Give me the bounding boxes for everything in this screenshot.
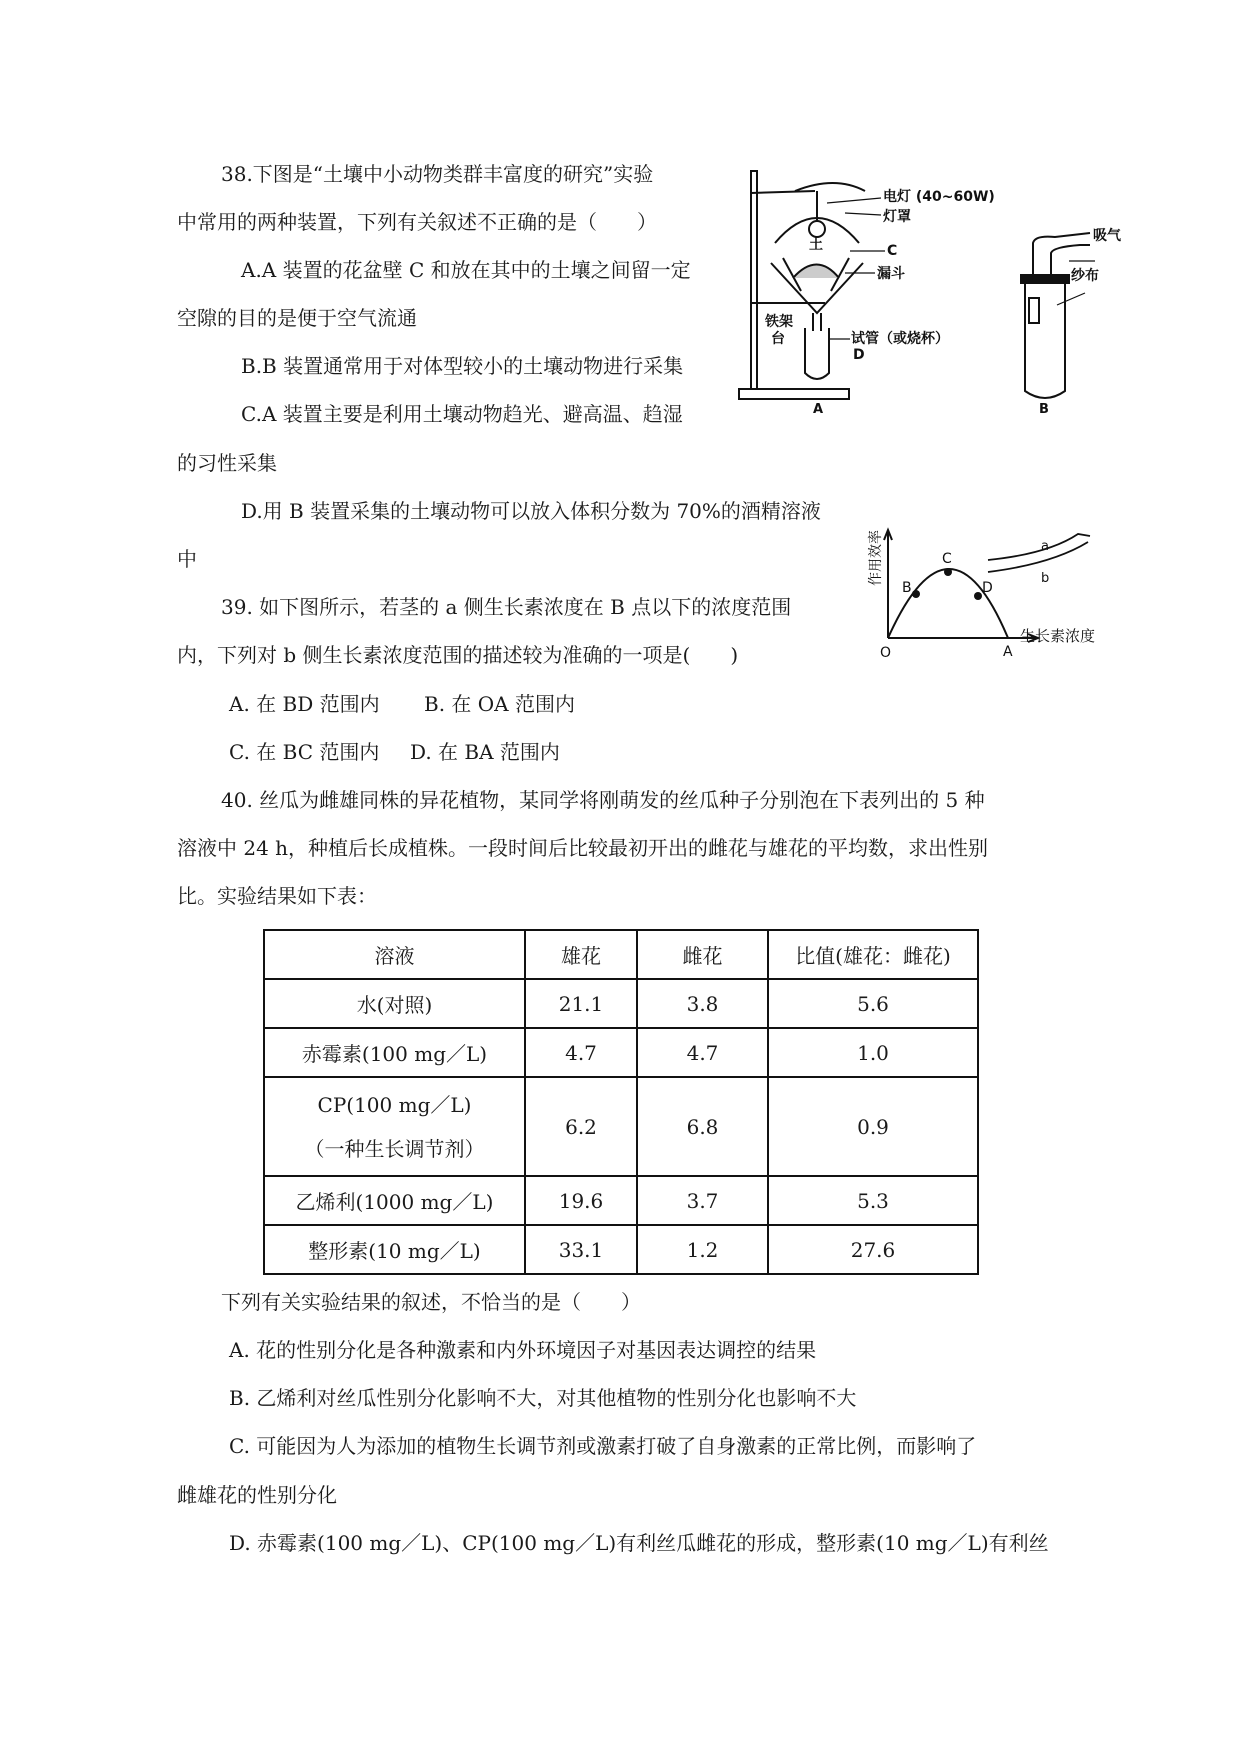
- table-row: [264, 1028, 978, 1077]
- cell-solution: 赤霉素(100 mg／L): [264, 1028, 525, 1077]
- stem-side-a: a: [1041, 539, 1049, 554]
- q40-option-c-line2: 雌雄花的性别分化: [177, 1483, 337, 1507]
- cell-female: 4.7: [637, 1028, 768, 1077]
- c-label: C: [887, 243, 898, 259]
- q39-option-d: D. 在 BA 范围内: [410, 740, 560, 764]
- header-male: 雄花: [525, 930, 637, 979]
- q38-option-a-line1: A.A 装置的花盆壁 C 和放在其中的土壤之间留一定: [241, 258, 691, 282]
- q38-option-c-line2: 的习性采集: [177, 451, 277, 475]
- cell-male: 19.6: [525, 1176, 637, 1225]
- stand-label-2: 台: [771, 331, 785, 347]
- cell-solution: 整形素(10 mg／L): [264, 1225, 525, 1274]
- cell-ratio: 27.6: [768, 1225, 978, 1274]
- q40-option-a: A. 花的性别分化是各种激素和内外环境因子对基因表达调控的结果: [229, 1338, 817, 1362]
- q38-stem-line2: 中常用的两种装置，下列有关叙述不正确的是（ ）: [177, 210, 657, 234]
- b-caption: B: [1039, 402, 1049, 417]
- q40-question: 下列有关实验结果的叙述，不恰当的是（ ）: [221, 1290, 641, 1314]
- q40-stem-line2: 溶液中 24 h，种植后长成植株。一段时间后比较最初开出的雌花与雄花的平均数，求出性别: [177, 836, 989, 860]
- q38-option-b: B.B 装置通常用于对体型较小的土壤动物进行采集: [241, 354, 684, 378]
- q40-stem-line1: 40. 丝瓜为雌雄同株的异花植物，某同学将刚萌发的丝瓜种子分别泡在下表列出的 5 种: [221, 788, 985, 812]
- specimen-tube-b: [1021, 233, 1090, 398]
- a-caption: A: [813, 402, 824, 417]
- cell-female: 6.8: [637, 1077, 768, 1176]
- table-row: [264, 1225, 978, 1274]
- lamp-bulb-icon: [809, 221, 825, 237]
- d-label: D: [853, 347, 865, 363]
- q40-option-d-line1: D. 赤霉素(100 mg／L)、CP(100 mg／L)有利丝瓜雌花的形成，整形素(10 mg／L)有利丝: [229, 1531, 1049, 1555]
- apparatus-figure: [735, 163, 1121, 418]
- cell-male: 4.7: [525, 1028, 637, 1077]
- origin-label: O: [880, 645, 892, 661]
- cell-ratio: 1.0: [768, 1028, 978, 1077]
- header-ratio: 比值(雄花：雌花): [768, 930, 978, 979]
- a-point-label: A: [1003, 644, 1013, 660]
- q38-stem-line1: 38.下图是“土壤中小动物类群丰富度的研究”实验: [221, 162, 654, 186]
- header-female: 雌花: [637, 930, 768, 979]
- stem-side-b: b: [1041, 571, 1050, 586]
- cell-ratio: 5.6: [768, 979, 978, 1028]
- funnel-label: 漏斗: [877, 266, 905, 282]
- q38-option-c-line1: C.A 装置主要是利用土壤动物趋光、避高温、趋湿: [241, 402, 683, 426]
- table-row: [264, 1077, 978, 1176]
- suction-label: 吸气: [1093, 228, 1121, 244]
- stand-label-1: 铁架: [765, 314, 793, 330]
- gauze-label: 纱布: [1071, 268, 1099, 284]
- cell-solution-name: CP(100 mg／L): [317, 1092, 472, 1117]
- table-row: [264, 979, 978, 1028]
- auxin-curve-figure: [858, 520, 1110, 660]
- cell-ratio: 5.3: [768, 1176, 978, 1225]
- d-point-label: D: [982, 580, 993, 596]
- b-point-label: B: [902, 580, 912, 596]
- cell-male: 33.1: [525, 1225, 637, 1274]
- point-c-marker: [944, 568, 952, 576]
- table-header-row: [264, 930, 978, 979]
- q40-option-c-line1: C. 可能因为人为添加的植物生长调节剂或激素打破了自身激素的正常比例，而影响了: [229, 1434, 977, 1458]
- test-tube-d: [805, 328, 829, 379]
- cell-ratio: 0.9: [768, 1077, 978, 1176]
- q38-option-d-line2: 中: [177, 547, 197, 571]
- experiment-results-table: [263, 929, 979, 1275]
- cell-solution: 水(对照): [264, 979, 525, 1028]
- table-row: [264, 1176, 978, 1225]
- y-axis-label: 作用效率: [868, 530, 884, 586]
- cell-solution: [264, 1077, 525, 1176]
- q39-stem-line1: 39. 如下图所示，若茎的 a 侧生长素浓度在 B 点以下的浓度范围: [221, 595, 792, 619]
- q39-option-a: A. 在 BD 范围内: [229, 692, 380, 716]
- q39-option-b: B. 在 OA 范围内: [424, 692, 575, 716]
- cell-solution-note: （一种生长调节剂）: [304, 1136, 485, 1161]
- soil-label: 土: [809, 237, 823, 253]
- q40-option-b: B. 乙烯利对丝瓜性别分化影响不大，对其他植物的性别分化也影响不大: [229, 1386, 857, 1410]
- stem-icon: [988, 534, 1090, 572]
- iron-stand: [739, 171, 849, 399]
- header-solution: 溶液: [264, 930, 525, 979]
- q40-stem-line3: 比。实验结果如下表：: [177, 884, 377, 908]
- q39-option-c: C. 在 BC 范围内: [229, 740, 380, 764]
- point-d-marker: [974, 592, 982, 600]
- cell-male: 6.2: [525, 1077, 637, 1176]
- cell-male: 21.1: [525, 979, 637, 1028]
- shade-label: 灯罩: [883, 209, 911, 225]
- cell-female: 1.2: [637, 1225, 768, 1274]
- x-axis-label: 生长素浓度: [1020, 627, 1096, 645]
- leader-lines: [827, 198, 1095, 339]
- q38-option-d-line1: D.用 B 装置采集的土壤动物可以放入体积分数为 70%的酒精溶液: [241, 499, 821, 523]
- point-b-marker: [912, 590, 920, 598]
- cell-female: 3.7: [637, 1176, 768, 1225]
- q38-option-a-line2: 空隙的目的是便于空气流通: [177, 306, 417, 330]
- c-point-label: C: [942, 551, 952, 567]
- lamp-label: 电灯 (40~60W): [883, 189, 995, 205]
- cell-solution: 乙烯利(1000 mg／L): [264, 1176, 525, 1225]
- q39-stem-line2: 内，下列对 b 侧生长素浓度范围的描述较为准确的一项是( ): [177, 643, 739, 667]
- cell-female: 3.8: [637, 979, 768, 1028]
- tube-label: 试管（或烧杯）: [851, 331, 949, 347]
